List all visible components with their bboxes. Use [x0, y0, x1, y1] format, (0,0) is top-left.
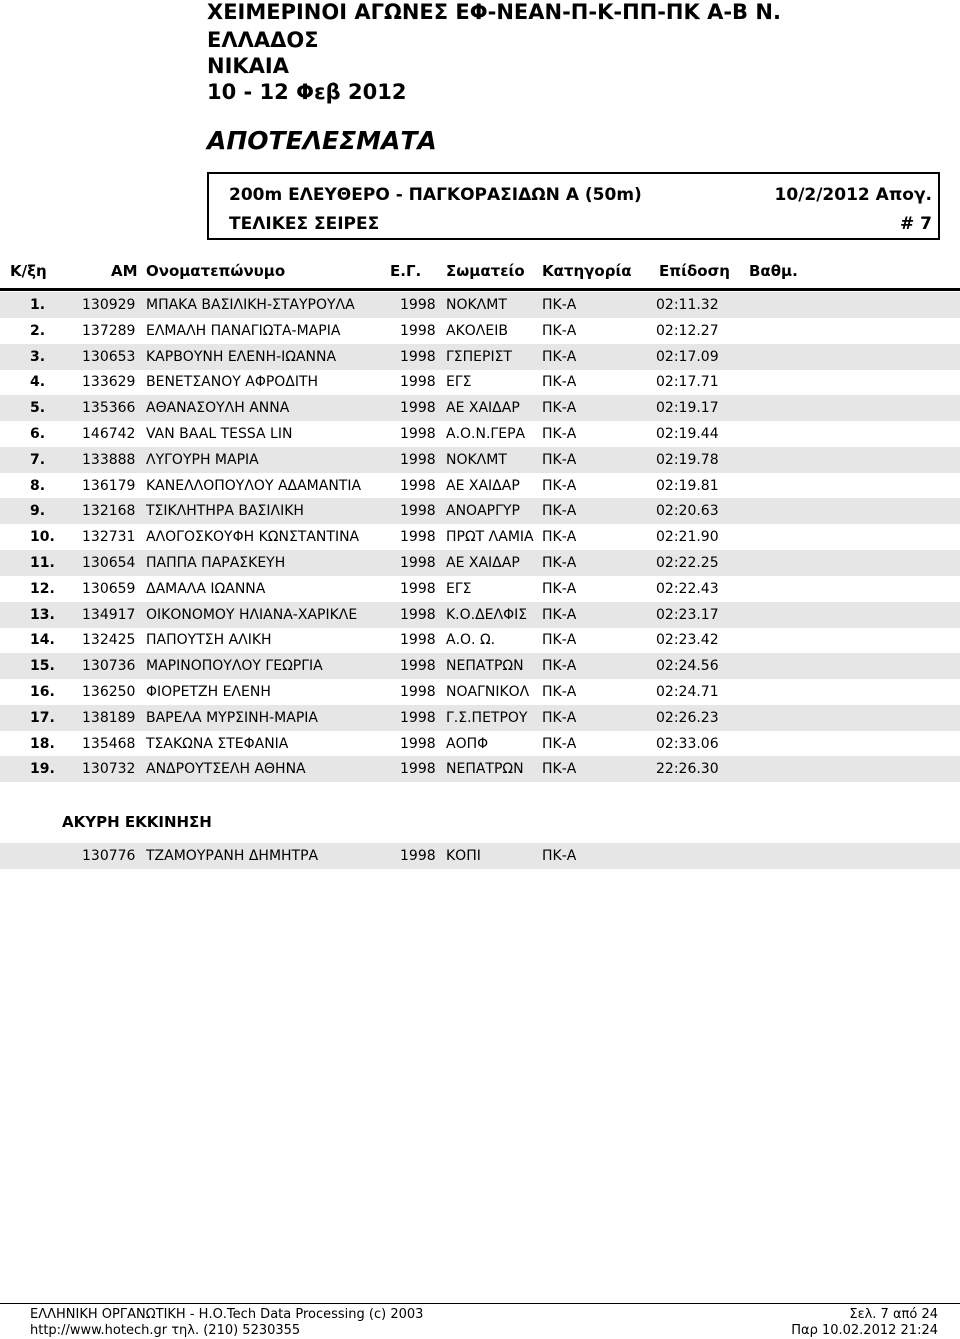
row-athlete-name: ΚΑΡΒΟΥΝΗ ΕΛΕΝΗ-ΙΩΑΝΝΑ — [146, 348, 337, 365]
row-am: 130659 — [82, 580, 136, 597]
row-am: 133888 — [82, 451, 136, 468]
row-category: ΠΚ-Α — [542, 374, 577, 391]
row-category: ΠΚ-Α — [542, 735, 577, 752]
meet-title-line-1: ΧΕΙΜΕΡΙΝΟΙ ΑΓΩΝΕΣ ΕΦ-ΝΕΑΝ-Π-Κ-ΠΠ-ΠΚ Α-Β Ν. — [207, 0, 781, 24]
row-rank: 4. — [30, 374, 46, 391]
row-performance: 02:21.90 — [656, 529, 719, 546]
table-row — [0, 602, 960, 628]
row-category: ΠΚ-Α — [542, 297, 577, 313]
dns-section-title: ΑΚΥΡΗ ΕΚΚΙΝΗΣΗ — [62, 813, 212, 831]
row-category: ΠΚ-Α — [542, 451, 577, 468]
row-category: ΠΚ-Α — [542, 658, 577, 675]
row-category: ΠΚ-Α — [542, 322, 577, 339]
row-rank: 18. — [30, 735, 55, 752]
row-category: ΠΚ-Α — [542, 348, 577, 365]
row-category: ΠΚ-Α — [542, 761, 577, 778]
meet-title-line-2: ΕΛΛΑΔΟΣ — [207, 28, 319, 52]
row-am: 130732 — [82, 761, 136, 778]
dns-row — [0, 843, 960, 869]
row-athlete-name: ΒΑΡΕΛΑ ΜΥΡΣΙΝΗ-ΜΑΡΙΑ — [146, 709, 318, 726]
row-am: 132425 — [82, 632, 136, 649]
table-row — [0, 318, 960, 344]
row-club: Α.Ο.Ν.ΓΕΡΑ — [446, 426, 526, 442]
row-birth-year: 1998 — [400, 761, 436, 778]
row-rank: 6. — [30, 426, 46, 442]
row-birth-year: 1998 — [400, 632, 436, 649]
row-performance: 02:19.78 — [656, 451, 719, 468]
row-athlete-name: VAN BAAL TESSA LIN — [146, 426, 293, 442]
row-am: 130654 — [82, 555, 136, 571]
row-club: ΝΕΠΑΤΡΩΝ — [446, 658, 524, 675]
row-category: ΠΚ-Α — [542, 426, 577, 442]
row-performance: 02:24.56 — [656, 658, 719, 675]
row-category: ΠΚ-Α — [542, 477, 577, 494]
col-name: Ονοματεπώνυμο — [146, 262, 286, 280]
row-club: Γ.Σ.ΠΕΤΡΟΥ — [446, 709, 528, 726]
row-performance: 02:23.42 — [656, 632, 719, 649]
row-club: ΕΓΣ — [446, 374, 472, 391]
table-row — [0, 731, 960, 757]
footer-contact: http://www.hotech.gr τηλ. (210) 5230355 — [30, 1323, 301, 1338]
row-club: ΝΕΠΑΤΡΩΝ — [446, 761, 524, 778]
row-am: 133629 — [82, 374, 136, 391]
row-rank: 19. — [30, 761, 55, 778]
row-am: 136250 — [82, 684, 136, 700]
row-am: 137289 — [82, 322, 136, 339]
col-points: Βαθμ. — [749, 262, 798, 280]
row-club: ΑΚΟΛΕΙΒ — [446, 322, 508, 339]
event-number: # 7 — [900, 214, 932, 234]
table-row — [0, 550, 960, 576]
row-performance: 02:11.32 — [656, 297, 719, 313]
table-row — [0, 421, 960, 447]
row-birth-year: 1998 — [400, 477, 436, 494]
col-category: Κατηγορία — [542, 262, 632, 280]
row-am: 135468 — [82, 735, 136, 752]
row-category: ΠΚ-Α — [542, 684, 577, 700]
row-club: ΝΟΑΓΝΙΚΟΛ — [446, 684, 530, 700]
row-rank: 3. — [30, 348, 46, 365]
row-club: ΓΣΠΕΡΙΣΤ — [446, 348, 512, 365]
row-rank: 1. — [30, 297, 46, 313]
table-row — [0, 292, 960, 318]
row-am: 135366 — [82, 400, 136, 417]
row-rank: 15. — [30, 658, 55, 675]
col-am: ΑΜ — [111, 262, 138, 280]
row-athlete-name: ΔΑΜΑΛΑ ΙΩΑΝΝΑ — [146, 580, 266, 597]
event-date: 10/2/2012 Απογ. — [774, 185, 932, 205]
row-athlete-name: ΤΣΑΚΩΝΑ ΣΤΕΦΑΝΙΑ — [146, 735, 289, 752]
table-row — [0, 395, 960, 421]
row-club: ΕΓΣ — [446, 580, 472, 597]
row-category: ΠΚ-Α — [542, 632, 577, 649]
row-performance: 02:24.71 — [656, 684, 719, 700]
meet-dates: 10 - 12 Φεβ 2012 — [207, 80, 407, 104]
row-performance: 02:22.43 — [656, 580, 719, 597]
row-performance: 02:17.09 — [656, 348, 719, 365]
table-row — [0, 524, 960, 550]
row-athlete-name: ΦΙΟΡΕΤΖΗ ΕΛΕΝΗ — [146, 684, 271, 700]
row-performance: 02:33.06 — [656, 735, 719, 752]
event-name: 200m ΕΛΕΥΘΕΡΟ - ΠΑΓΚΟΡΑΣΙΔΩΝ Α (50m) — [229, 185, 642, 205]
row-am: 132168 — [82, 503, 136, 520]
table-row — [0, 756, 960, 782]
footer-organizer: ΕΛΛΗΝΙΚΗ ΟΡΓΑΝΩΤΙΚΗ - Η.Ο.Tech Data Processing (c) 2003 — [30, 1307, 424, 1322]
row-athlete-name: ΛΥΓΟΥΡΗ ΜΑΡΙΑ — [146, 451, 259, 468]
table-row — [0, 498, 960, 524]
row-performance: 02:19.17 — [656, 400, 719, 417]
row-athlete-name: ΑΘΑΝΑΣΟΥΛΗ ΑΝΝΑ — [146, 400, 290, 417]
col-year: Ε.Γ. — [390, 262, 422, 280]
row-am: 130776 — [82, 848, 136, 864]
row-rank: 17. — [30, 709, 55, 726]
row-rank: 10. — [30, 529, 55, 546]
col-rank: Κ/ξη — [10, 262, 47, 280]
row-birth-year: 1998 — [400, 374, 436, 391]
row-club: ΚΟΠΙ — [446, 848, 481, 864]
row-club: ΑΕ ΧΑΙΔΑΡ — [446, 477, 520, 494]
row-performance: 02:12.27 — [656, 322, 719, 339]
row-rank: 7. — [30, 451, 46, 468]
row-club: ΑΕ ΧΑΙΔΑΡ — [446, 555, 520, 571]
row-performance: 02:17.71 — [656, 374, 719, 391]
row-birth-year: 1998 — [400, 684, 436, 700]
row-birth-year: 1998 — [400, 348, 436, 365]
event-round: ΤΕΛΙΚΕΣ ΣΕΙΡΕΣ — [229, 214, 380, 234]
results-title: ΑΠΟΤΕΛΕΣΜΑΤΑ — [207, 126, 437, 155]
footer-page-number: Σελ. 7 από 24 — [849, 1307, 938, 1322]
row-am: 136179 — [82, 477, 136, 494]
row-am: 130736 — [82, 658, 136, 675]
footer-divider — [0, 1303, 960, 1304]
row-athlete-name: ΤΖΑΜΟΥΡΑΝΗ ΔΗΜΗΤΡΑ — [146, 848, 319, 864]
row-club: ΝΟΚΛΜΤ — [446, 451, 507, 468]
row-performance: 02:20.63 — [656, 503, 719, 520]
row-club: Α.Ο. Ω. — [446, 632, 496, 649]
row-am: 134917 — [82, 606, 136, 623]
col-club: Σωματείο — [446, 262, 525, 280]
row-athlete-name: ΜΠΑΚΑ ΒΑΣΙΛΙΚΗ-ΣΤΑΥΡΟΥΛΑ — [146, 297, 355, 313]
row-club: Κ.Ο.ΔΕΛΦΙΣ — [446, 606, 528, 623]
row-birth-year: 1998 — [400, 426, 436, 442]
row-athlete-name: ΠΑΠΟΥΤΣΗ ΑΛΙΚΗ — [146, 632, 272, 649]
row-birth-year: 1998 — [400, 555, 436, 571]
row-club: ΝΟΚΛΜΤ — [446, 297, 507, 313]
table-row — [0, 627, 960, 653]
table-row — [0, 576, 960, 602]
meet-venue: ΝΙΚΑΙΑ — [207, 54, 289, 78]
row-performance: 02:19.81 — [656, 477, 719, 494]
row-category: ΠΚ-Α — [542, 503, 577, 520]
row-rank: 12. — [30, 580, 55, 597]
header-divider — [0, 288, 960, 291]
event-info-box — [207, 172, 940, 240]
row-athlete-name: ΟΙΚΟΝΟΜΟΥ ΗΛΙΑΝΑ-ΧΑΡΙΚΛΕ — [146, 606, 358, 623]
row-club: ΑΟΠΦ — [446, 735, 489, 752]
row-performance: 02:23.17 — [656, 606, 719, 623]
row-rank: 13. — [30, 606, 55, 623]
row-rank: 2. — [30, 322, 46, 339]
row-athlete-name: ΚΑΝΕΛΛΟΠΟΥΛΟΥ ΑΔΑΜΑΝΤΙΑ — [146, 477, 362, 494]
row-athlete-name: ΑΝΔΡΟΥΤΣΕΛΗ ΑΘΗΝΑ — [146, 761, 306, 778]
table-row — [0, 344, 960, 370]
row-birth-year: 1998 — [400, 709, 436, 726]
row-birth-year: 1998 — [400, 529, 436, 546]
row-club: ΑΕ ΧΑΙΔΑΡ — [446, 400, 520, 417]
row-rank: 8. — [30, 477, 46, 494]
row-birth-year: 1998 — [400, 322, 436, 339]
row-birth-year: 1998 — [400, 658, 436, 675]
row-rank: 14. — [30, 632, 55, 649]
table-row — [0, 447, 960, 473]
row-birth-year: 1998 — [400, 580, 436, 597]
row-category: ΠΚ-Α — [542, 606, 577, 623]
row-athlete-name: ΑΛΟΓΟΣΚΟΥΦΗ ΚΩΝΣΤΑΝΤΙΝΑ — [146, 529, 360, 546]
row-performance: 02:26.23 — [656, 709, 719, 726]
row-category: ΠΚ-Α — [542, 580, 577, 597]
table-row — [0, 369, 960, 395]
table-row — [0, 473, 960, 499]
row-am: 130653 — [82, 348, 136, 365]
row-athlete-name: ΕΛΜΑΛΗ ΠΑΝΑΓΙΩΤΑ-ΜΑΡΙΑ — [146, 322, 341, 339]
row-rank: 9. — [30, 503, 46, 520]
row-category: ΠΚ-Α — [542, 400, 577, 417]
row-category: ΠΚ-Α — [542, 529, 577, 546]
row-category: ΠΚ-Α — [542, 555, 577, 571]
row-birth-year: 1998 — [400, 400, 436, 417]
row-birth-year: 1998 — [400, 451, 436, 468]
table-row — [0, 653, 960, 679]
row-birth-year: 1998 — [400, 848, 436, 864]
row-rank: 11. — [30, 555, 55, 571]
row-athlete-name: ΤΣΙΚΛΗΤΗΡΑ ΒΑΣΙΛΙΚΗ — [146, 503, 304, 520]
row-am: 138189 — [82, 709, 136, 726]
row-birth-year: 1998 — [400, 735, 436, 752]
row-performance: 02:22.25 — [656, 555, 719, 571]
row-performance: 02:19.44 — [656, 426, 719, 442]
row-performance: 22:26.30 — [656, 761, 719, 778]
table-row — [0, 679, 960, 705]
row-athlete-name: ΠΑΠΠΑ ΠΑΡΑΣΚΕΥΗ — [146, 555, 286, 571]
row-rank: 5. — [30, 400, 46, 417]
col-performance: Επίδοση — [659, 262, 730, 280]
row-am: 130929 — [82, 297, 136, 313]
row-birth-year: 1998 — [400, 503, 436, 520]
row-rank: 16. — [30, 684, 55, 700]
row-am: 132731 — [82, 529, 136, 546]
row-birth-year: 1998 — [400, 297, 436, 313]
row-club: ΑΝΟΑΡΓΥΡ — [446, 503, 520, 520]
table-row — [0, 705, 960, 731]
row-birth-year: 1998 — [400, 606, 436, 623]
row-am: 146742 — [82, 426, 136, 442]
row-athlete-name: ΜΑΡΙΝΟΠΟΥΛΟΥ ΓΕΩΡΓΙΑ — [146, 658, 323, 675]
footer-print-date: Παρ 10.02.2012 21:24 — [791, 1323, 938, 1338]
row-category: ΠΚ-Α — [542, 848, 577, 864]
row-category: ΠΚ-Α — [542, 709, 577, 726]
row-club: ΠΡΩΤ ΛΑΜΙΑ — [446, 529, 534, 546]
row-athlete-name: ΒΕΝΕΤΣΑΝΟΥ ΑΦΡΟΔΙΤΗ — [146, 374, 319, 391]
